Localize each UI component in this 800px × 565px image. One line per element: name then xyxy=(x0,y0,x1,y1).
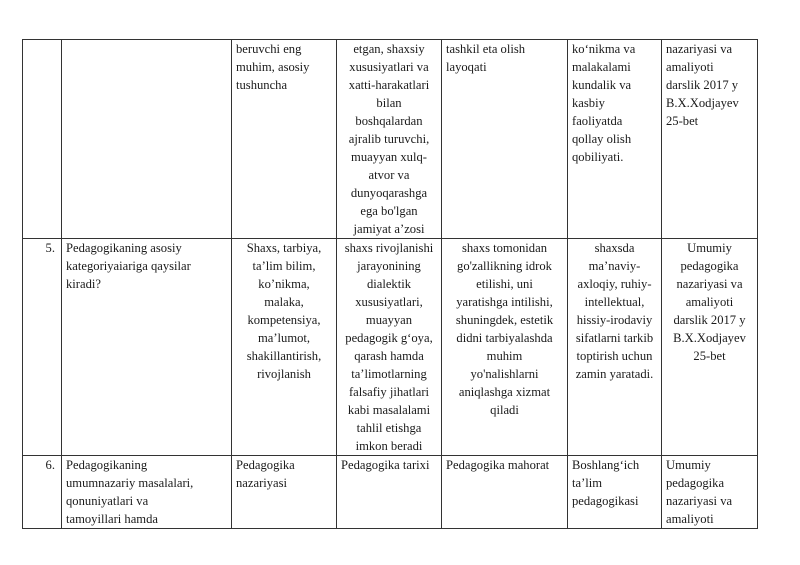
row-number: 6. xyxy=(23,456,62,529)
table-row xyxy=(23,40,758,239)
source-cell: nazariyasi va amaliyoti darslik 2017 y B.X.Xodjayev 25-bet xyxy=(662,40,758,239)
source-cell: Umumiy pedagogika nazariyasi va amaliyoti xyxy=(662,456,758,529)
questions-table xyxy=(22,39,758,529)
answer-d-cell: ko‘nikma va malakalami kundalik va kasbiy faoliyatda qollay olish qobiliyati. xyxy=(568,40,662,239)
answer-b-cell: etgan, shaxsiy xususiyatlari va xatti-harakatlari bilan boshqalardan ajralib turuvchi, muayyan xulq- atvor va dunyoqarashga ega bo'lgan jamiyat a’zosi xyxy=(337,40,442,239)
question-cell xyxy=(62,40,232,239)
source-cell: Umumiy pedagogika nazariyasi va amaliyoti darslik 2017 y B.X.Xodjayev 25-bet xyxy=(662,239,758,456)
answer-b-cell: shaxs rivojlanishi jarayonining dialektik xususiyatlari, muayyan pedagogik g‘oya, qarash hamda ta’limotlarning falsafiy jihatlari kabi masalalami tahlil etishga imkon beradi xyxy=(337,239,442,456)
answer-a-cell: beruvchi eng muhim, asosiy tushuncha xyxy=(232,40,337,239)
answer-b-cell: Pedagogika tarixi xyxy=(337,456,442,529)
answer-a-cell: Shaxs, tarbiya, ta’lim bilim, ko’nikma, malaka, kompetensiya, ma’lumot, shakillantirish, rivojlanish xyxy=(232,239,337,456)
answer-c-cell: shaxs tomonidan go'zallikning idrok etilishi, uni yaratishga intilishi, shuningdek, estetik didni tarbiyalashda muhim yo'nalishlarni aniqlashga xizmat qiladi xyxy=(442,239,568,456)
answer-d-cell: shaxsda ma’naviy- axloqiy, ruhiy- intellektual, hissiy-irodaviy sifatlarni tarkib toptirish uchun zamin yaratadi. xyxy=(568,239,662,456)
row-number xyxy=(23,40,62,239)
question-cell: Pedagogikaning asosiy kategoriyaiariga qaysilar kiradi? xyxy=(62,239,232,456)
table-row xyxy=(23,456,758,529)
row-number: 5. xyxy=(23,239,62,456)
answer-d-cell: Boshlang‘ich ta’lim pedagogikasi xyxy=(568,456,662,529)
question-cell: Pedagogikaning umumnazariy masalalari, qonuniyatlari va tamoyillari hamda xyxy=(62,456,232,529)
answer-a-cell: Pedagogika nazariyasi xyxy=(232,456,337,529)
table-row xyxy=(23,239,758,456)
answer-c-cell: tashkil eta olish layoqati xyxy=(442,40,568,239)
answer-c-cell: Pedagogika mahorat xyxy=(442,456,568,529)
